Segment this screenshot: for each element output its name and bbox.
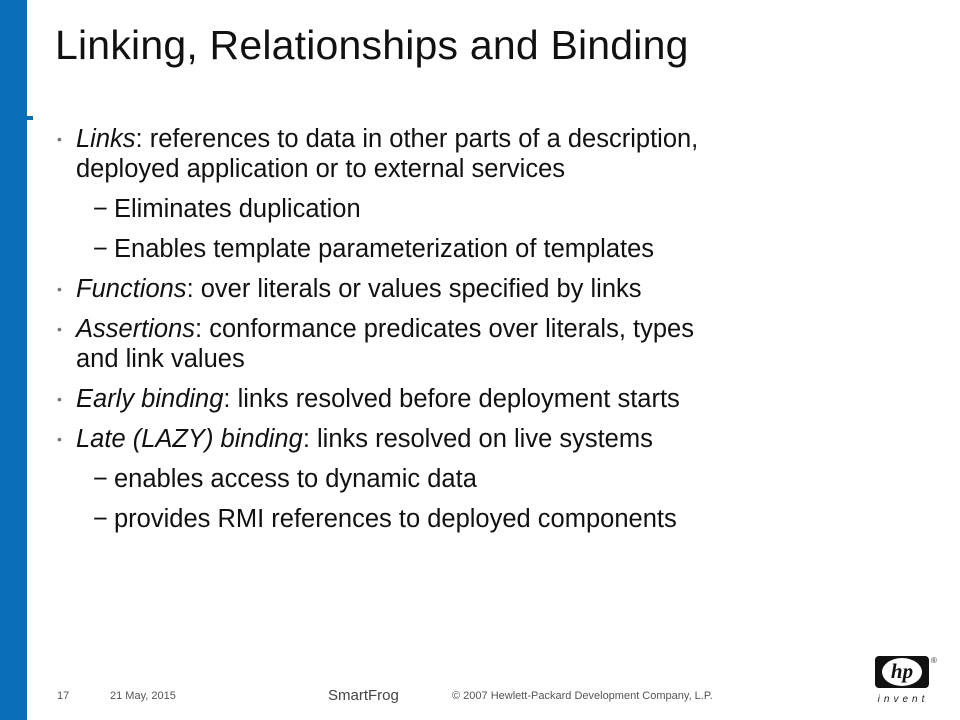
bullet-marker: • [57,431,62,447]
bullet-text: : references to data in other parts of a description, deployed application or to external services [76,125,699,183]
bullet-text: Eliminates duplication [114,195,361,223]
bullet-text: Enables template parameterization of templates [114,235,655,263]
bullet-term: Assertions [76,315,196,343]
bullet-item [55,124,915,184]
bullet-term: Late (LAZY) binding [76,425,303,453]
footer-date: 21 May, 2015 [110,690,176,702]
bullet-text: : links resolved before deployment starts [223,385,680,413]
bullet-text: : links resolved on live systems [302,425,653,453]
bullet-marker: • [57,321,62,337]
bullet-marker: • [57,391,62,407]
slide-content [55,118,915,534]
sub-bullet-item [55,234,915,264]
hp-logo-icon [875,656,935,716]
bullet-text: : conformance predicates over literals, types and link values [76,315,694,373]
footer-copyright: © 2007 Hewlett-Packard Development Company, L.P. [452,690,713,702]
sub-bullet-item [55,464,915,494]
dash-marker: − [93,465,108,493]
slide-title: Linking, Relationships and Binding [55,22,689,68]
bullet-item [55,274,915,304]
accent-notch [27,116,33,120]
footer-product: SmartFrog [328,687,399,704]
bullet-term: Early binding [76,385,224,413]
bullet-marker: • [57,131,62,147]
bullet-term: Links [76,125,136,153]
bullet-item [55,384,915,414]
bullet-text: enables access to dynamic data [114,465,477,493]
hp-logo-box [875,656,929,688]
left-accent-bar [0,0,27,720]
bullet-text: : over literals or values specified by links [186,275,642,303]
hp-logo-tagline: invent [877,694,929,705]
dash-marker: − [93,505,108,533]
registered-mark: ® [931,656,937,665]
dash-marker: − [93,235,108,263]
hp-logo-mark: hp [890,659,914,683]
sub-bullet-item [55,504,915,534]
bullet-item [55,424,915,454]
bullet-marker: • [57,281,62,297]
bullet-term: Functions [76,275,187,303]
bullet-text: provides RMI references to deployed components [114,505,677,533]
sub-bullet-item [55,194,915,224]
footer-page-number: 17 [57,690,70,702]
dash-marker: − [93,195,108,223]
bullet-item [55,314,915,374]
